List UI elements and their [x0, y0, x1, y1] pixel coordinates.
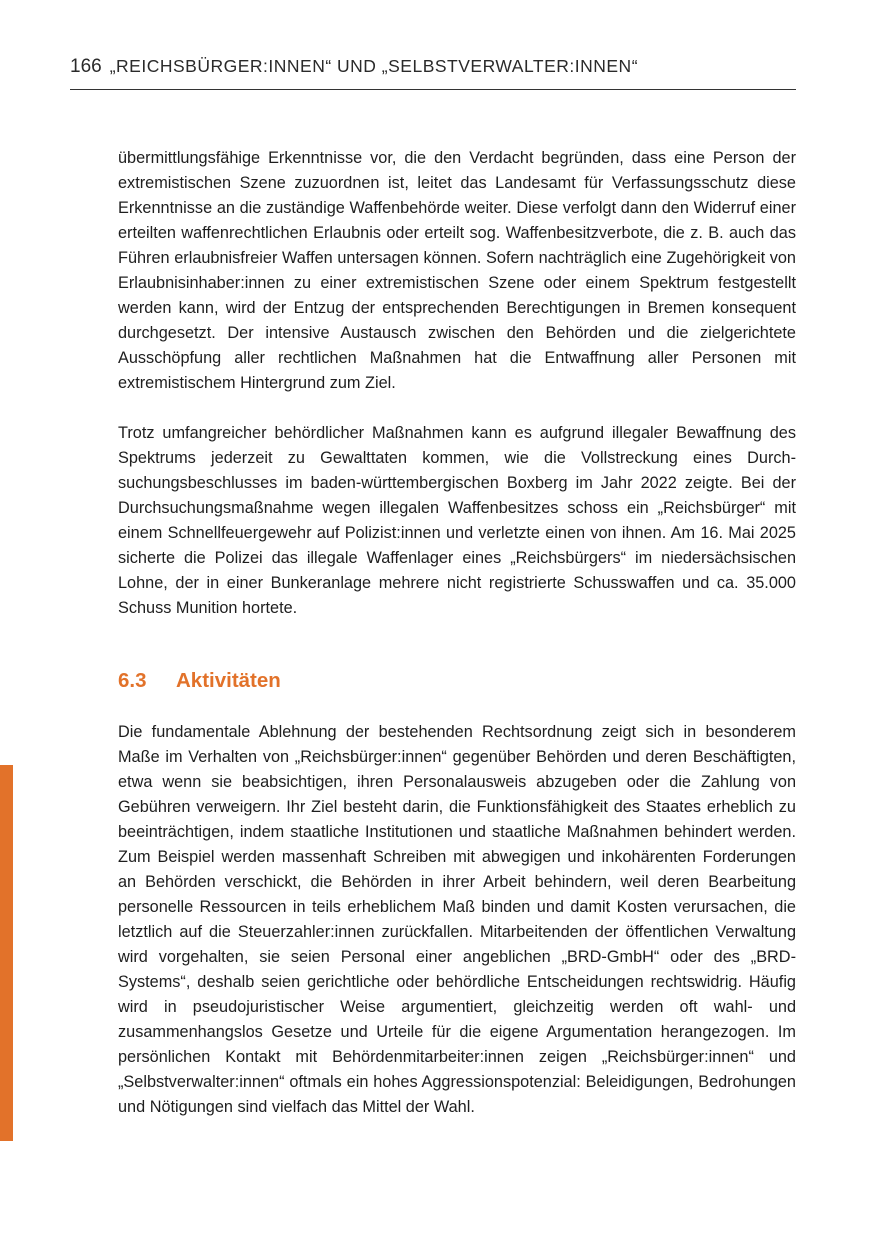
- page-number: 166: [70, 56, 102, 77]
- body-paragraph-3: Die fundamentale Ablehnung der bestehenden Rechtsordnung zeigt sich in besonderem Maße im Verhalten von „Reichsbürger:innen“ gegenüber Behörden und deren Beschäftigten, etwa wenn sie beabsichtigen, ihren Personalausweis abzugeben oder die Zahlung von Gebühren verweigern. Ihr Ziel besteht darin, die Funktionsfähigkeit des Staates erheblich zu beeinträchtigen, indem staatliche Institutionen und staatliche Maßnahmen behindert werden. Zum Beispiel werden massenhaft Schreiben mit abwegigen und inkohärenten Forderungen an Behörden verschickt, die Behörden in ihrer Arbeit behindern, weil deren Bearbeitung personelle Ressourcen in teils erheblichem Maß binden und damit Kosten verursachen, die letztlich auf die Steuerzahler:innen zurückfallen. Mitarbeitenden der öffentlichen Verwaltung wird vorgehalten, sie seien Personal einer angeblichen „BRD-GmbH“ oder des „BRD-Systems“, deshalb seien gerichtliche oder behördliche Entscheidungen rechtswidrig. Häufig wird in pseudojuristischer Weise argumentiert, gleichzeitig werden oft wahl- und zusammenhangslos Gesetze und Urteile für die eigene Argumentation herangezogen. Im persönlichen Kontakt mit Behördenmitarbeiter:innen zeigen „Reichsbürger:innen“ und „Selbstverwalter:innen“ oftmals ein hohes Aggressionspotenzial: Beleidigungen, Bedrohungen und Nötigungen sind vielfach das Mittel der Wahl.: [118, 723, 796, 1116]
- body-paragraph-1: übermittlungsfähige Erkenntnisse vor, die den Verdacht begründen, dass eine Person der extremistischen Szene zuzuordnen ist, leitet das Landesamt für Verfassungsschutz diese Erkenntnisse an die zuständige Waffenbehörde weiter. Diese verfolgt dann den Widerruf einer erteilten waffenrechtlichen Erlaubnis oder erteilt sog. Waffenbesitzverbote, die z. B. auch das Führen erlaubnisfreier Waffen untersagen können. Sofern nachträglich eine Zugehörigkeit von Erlaubnisinhaber:innen zu einer extremistischen Szene oder einem Spektrum festgestellt werden kann, wird der Entzug der entsprechenden Berechtigungen in Bremen konsequent durchgesetzt. Der intensive Austausch zwischen den Behörden und die zielgerichtete Ausschöpfung aller rechtlichen Maßnahmen hat die Entwaffnung aller Personen mit extremistischem Hintergrund zum Ziel.: [118, 149, 796, 392]
- header-divider: [70, 89, 796, 90]
- section-heading: [118, 669, 281, 693]
- section-number: 6.3: [118, 669, 147, 692]
- section-title: Aktivitäten: [176, 669, 281, 692]
- body-paragraph-2: Trotz umfangreicher behördlicher Maßnahmen kann es aufgrund illegaler Bewaffnung des Spektrums jederzeit zu Gewalttaten kommen, wie die Vollstreckung eines Durchsuchungsbeschlusses im baden-württembergischen Boxberg im Jahr 2022 zeigte. Bei der Durchsuchungsmaßnahme wegen illegalen Waffenbesitzes schoss ein „Reichsbürger“ mit einem Schnellfeuergewehr auf Polizist:innen und verletzte einen von ihnen. Am 16. Mai 2025 sicherte die Polizei das illegale Waffenlager eines „Reichsbürgers“ im niedersächsischen Lohne, der in einer Bunkeranlage mehrere nicht registrierte Schusswaffen und ca. 35.000 Schuss Munition hortete.: [118, 424, 796, 617]
- chapter-marker-bar: [0, 765, 13, 1141]
- running-title: „REICHSBÜRGER:INNEN“ UND „SELBSTVERWALTER:INNEN“: [109, 56, 639, 76]
- running-header: [70, 56, 796, 78]
